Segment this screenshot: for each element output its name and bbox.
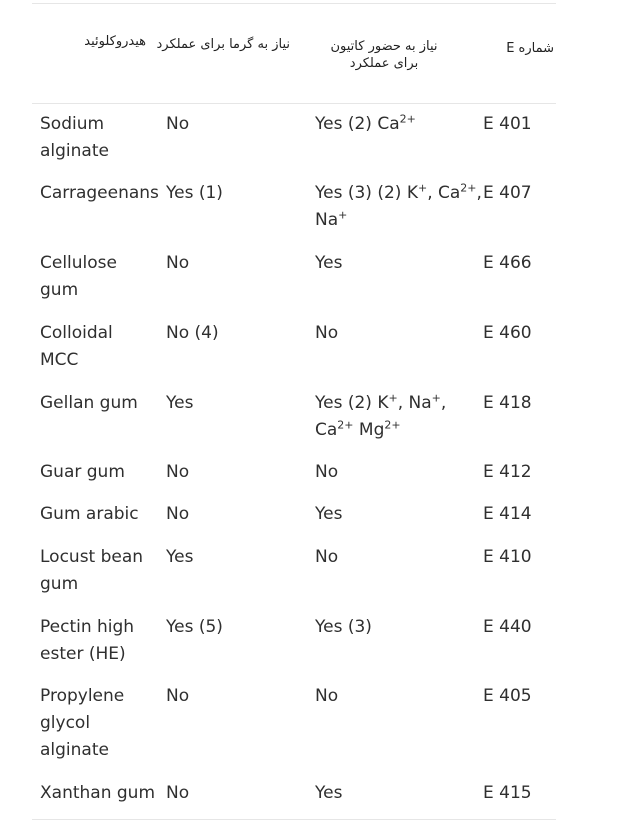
cation-value: No xyxy=(315,547,339,567)
name-line: gum xyxy=(40,574,79,594)
e-number: E 460 xyxy=(483,323,532,343)
cation-line xyxy=(315,180,485,207)
cation-value: No xyxy=(315,686,339,706)
header-cation-required xyxy=(318,38,450,72)
charge-sup: + xyxy=(388,391,398,405)
heat-value: No xyxy=(166,504,190,524)
e-number: E 401 xyxy=(483,114,532,134)
charge-sup: + xyxy=(417,181,428,195)
cation-value xyxy=(315,111,485,138)
hydrocolloid-name xyxy=(40,250,160,304)
hydrocolloid-name: Xanthan gum xyxy=(40,783,155,803)
cation-line xyxy=(315,390,485,417)
heat-value: No xyxy=(166,686,190,706)
hydrocolloid-name xyxy=(40,320,160,374)
name-line: Propylene xyxy=(40,686,125,706)
heat-value: Yes (5) xyxy=(166,617,223,637)
cation-value: Yes xyxy=(315,783,343,803)
header-hydrocolloid: هیدروکلوئید xyxy=(84,34,146,49)
name-line: gum xyxy=(40,280,79,300)
e-number: E 466 xyxy=(483,253,532,273)
cation-line xyxy=(315,207,485,234)
name-line: Locust bean xyxy=(40,547,144,567)
cation-text: , Na xyxy=(397,393,432,413)
hydrocolloid-name xyxy=(40,683,160,764)
heat-value: No xyxy=(166,783,190,803)
cation-text: Yes (3) (2) K xyxy=(315,183,418,203)
hydrocolloid-name xyxy=(40,614,160,668)
e-number: E 407 xyxy=(483,183,532,203)
name-line: Cellulose xyxy=(40,253,117,273)
e-number: E 412 xyxy=(483,462,532,482)
heat-value: No (4) xyxy=(166,323,219,343)
charge-sup: + xyxy=(431,391,441,405)
header-cation-line1: نیاز به حضور کاتیون xyxy=(330,39,438,54)
bottom-rule xyxy=(32,819,556,820)
hydrocolloid-name xyxy=(40,544,160,598)
hydrocolloid-name xyxy=(40,180,160,207)
name-line: alginate xyxy=(40,740,109,760)
name-line: glycol xyxy=(40,713,91,733)
cation-text: Yes (2) K xyxy=(315,393,389,413)
header-heat-required: نیاز به گرما برای عملکرد xyxy=(156,37,290,52)
e-number: E 440 xyxy=(483,617,532,637)
heat-value: No xyxy=(166,253,190,273)
header-rule xyxy=(32,103,556,104)
charge-sup: 2+ xyxy=(399,112,416,126)
hydrocolloid-name: Gum arabic xyxy=(40,504,139,524)
heat-value: No xyxy=(166,114,190,134)
cation-text: Mg xyxy=(353,420,385,440)
heat-value: Yes xyxy=(166,393,194,413)
cation-value: No xyxy=(315,323,339,343)
e-number: E 415 xyxy=(483,783,532,803)
hydrocolloid-name xyxy=(40,111,160,165)
name-line: MCC xyxy=(40,350,79,370)
hydrocolloid-name xyxy=(40,390,160,417)
cation-text: , xyxy=(476,183,482,203)
cation-text: , Ca xyxy=(427,183,461,203)
cation-text: Na xyxy=(315,210,339,230)
hydrocolloid-name: Guar gum xyxy=(40,462,125,482)
cation-text: , xyxy=(440,393,447,413)
cation-value xyxy=(315,180,485,234)
e-number: E 418 xyxy=(483,393,532,413)
top-rule xyxy=(32,3,556,4)
cation-text: Yes (2) Ca xyxy=(315,114,400,134)
charge-sup: 2+ xyxy=(460,181,477,195)
cation-value: Yes (3) xyxy=(315,617,372,637)
name-line: Colloidal xyxy=(40,323,113,343)
name-line: Gellan gum xyxy=(40,393,138,413)
e-number: E 414 xyxy=(483,504,532,524)
header-cation-line2: برای عملکرد xyxy=(349,56,419,71)
heat-value: No xyxy=(166,462,190,482)
charge-sup: + xyxy=(338,208,348,222)
cation-value: No xyxy=(315,462,339,482)
name-line: Sodium xyxy=(40,114,105,134)
e-number: E 410 xyxy=(483,547,532,567)
cation-text: Ca xyxy=(315,420,338,440)
name-line: Carrageenans xyxy=(40,183,159,203)
name-line: Pectin high xyxy=(40,617,135,637)
cation-value: Yes xyxy=(315,253,343,273)
name-line: ester (HE) xyxy=(40,644,126,664)
heat-value: Yes xyxy=(166,547,194,567)
e-number: E 405 xyxy=(483,686,532,706)
cation-value xyxy=(315,390,485,444)
header-e-number: شماره E xyxy=(506,41,554,56)
cation-value: Yes xyxy=(315,504,343,524)
cation-line xyxy=(315,417,485,444)
charge-sup: 2+ xyxy=(337,418,354,432)
charge-sup: 2+ xyxy=(384,418,401,432)
name-line: alginate xyxy=(40,141,109,161)
heat-value: Yes (1) xyxy=(166,183,223,203)
